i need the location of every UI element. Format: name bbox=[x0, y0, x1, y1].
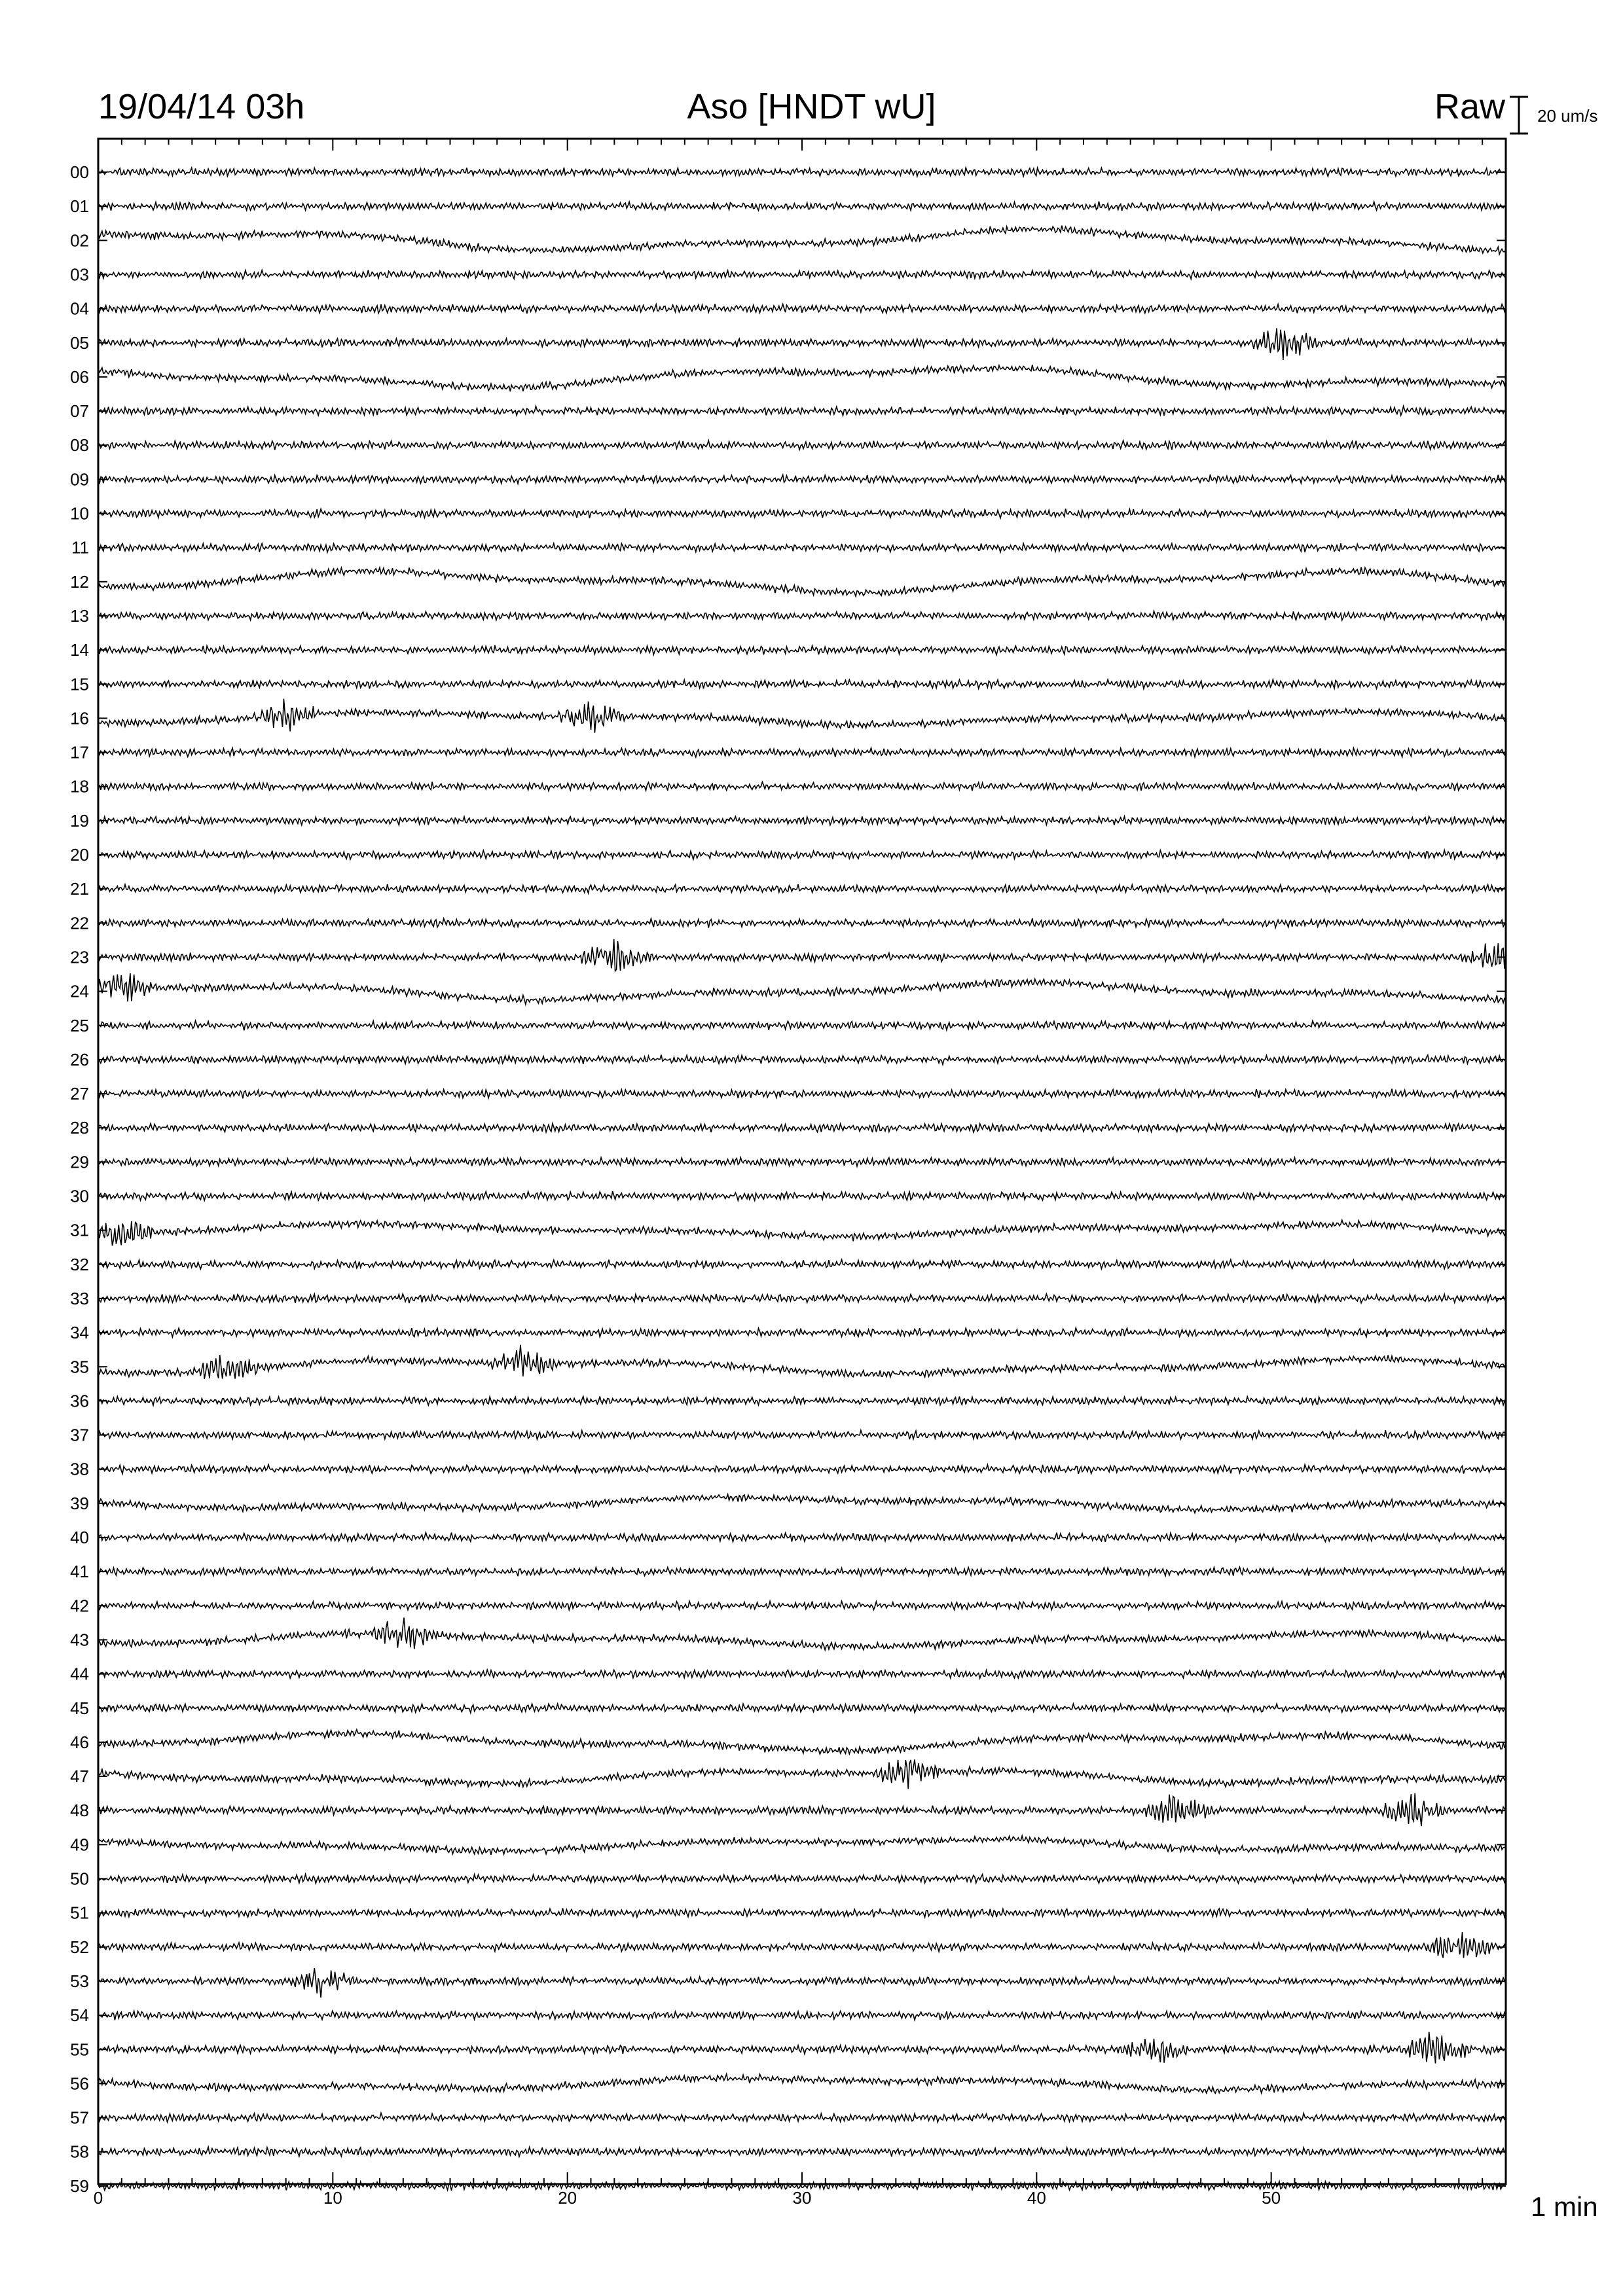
row-label-39: 39 bbox=[70, 1493, 89, 1513]
x-tick-label-0: 0 bbox=[93, 2188, 103, 2208]
row-label-22: 22 bbox=[70, 913, 89, 933]
row-label-30: 30 bbox=[70, 1186, 89, 1206]
trace-row-55 bbox=[98, 2032, 1506, 2064]
trace-row-40 bbox=[98, 1533, 1506, 1543]
row-label-51: 51 bbox=[70, 1903, 89, 1923]
row-label-37: 37 bbox=[70, 1425, 89, 1445]
x-tick-label-20: 20 bbox=[558, 2188, 577, 2208]
row-label-46: 46 bbox=[70, 1732, 89, 1752]
trace-row-26 bbox=[98, 1055, 1506, 1065]
x-axis-unit-label: 1 min bbox=[1531, 2191, 1598, 2222]
row-label-14: 14 bbox=[70, 640, 89, 660]
trace-row-19 bbox=[98, 816, 1506, 825]
x-tick-label-10: 10 bbox=[323, 2188, 342, 2208]
trace-row-41 bbox=[98, 1567, 1506, 1576]
row-label-02: 02 bbox=[70, 230, 89, 251]
row-label-58: 58 bbox=[70, 2142, 89, 2162]
trace-row-49 bbox=[98, 1836, 1506, 1855]
trace-row-52 bbox=[98, 1932, 1506, 1958]
trace-row-23 bbox=[98, 939, 1506, 971]
row-label-13: 13 bbox=[70, 605, 89, 626]
row-label-25: 25 bbox=[70, 1015, 89, 1035]
row-label-26: 26 bbox=[70, 1049, 89, 1069]
trace-row-09 bbox=[98, 475, 1506, 484]
trace-row-47 bbox=[98, 1759, 1506, 1789]
row-label-36: 36 bbox=[70, 1391, 89, 1411]
trace-row-21 bbox=[98, 884, 1506, 893]
row-label-21: 21 bbox=[70, 879, 89, 899]
row-label-57: 57 bbox=[70, 2108, 89, 2128]
trace-row-42 bbox=[98, 1601, 1506, 1610]
row-label-03: 03 bbox=[70, 264, 89, 285]
row-label-17: 17 bbox=[70, 742, 89, 762]
row-label-07: 07 bbox=[70, 401, 89, 422]
x-tick-label-50: 50 bbox=[1262, 2188, 1281, 2208]
row-label-28: 28 bbox=[70, 1118, 89, 1138]
trace-row-20 bbox=[98, 850, 1506, 859]
row-label-32: 32 bbox=[70, 1254, 89, 1274]
row-label-19: 19 bbox=[70, 810, 89, 831]
row-label-50: 50 bbox=[70, 1869, 89, 1889]
row-label-10: 10 bbox=[70, 503, 89, 524]
row-label-55: 55 bbox=[70, 2039, 89, 2060]
row-label-34: 34 bbox=[70, 1323, 89, 1343]
trace-row-28 bbox=[98, 1124, 1506, 1133]
row-label-40: 40 bbox=[70, 1528, 89, 1547]
mode-label: Raw bbox=[1434, 87, 1505, 126]
row-label-00: 00 bbox=[70, 162, 89, 182]
trace-row-29 bbox=[98, 1157, 1506, 1166]
row-label-35: 35 bbox=[70, 1357, 89, 1377]
row-label-15: 15 bbox=[70, 674, 89, 694]
trace-row-16 bbox=[98, 699, 1506, 733]
row-label-48: 48 bbox=[70, 1801, 89, 1821]
row-label-01: 01 bbox=[70, 196, 89, 217]
trace-row-43 bbox=[98, 1618, 1506, 1651]
row-label-11: 11 bbox=[71, 537, 89, 558]
trace-row-17 bbox=[98, 748, 1506, 757]
row-label-42: 42 bbox=[70, 1596, 89, 1616]
trace-row-04 bbox=[98, 304, 1506, 314]
row-label-31: 31 bbox=[70, 1220, 89, 1240]
row-label-18: 18 bbox=[70, 776, 89, 797]
row-label-54: 54 bbox=[70, 2005, 89, 2026]
trace-row-38 bbox=[98, 1465, 1506, 1474]
trace-row-14 bbox=[98, 645, 1506, 655]
trace-row-05 bbox=[98, 328, 1506, 360]
trace-row-01 bbox=[98, 202, 1506, 211]
trace-row-22 bbox=[98, 918, 1506, 927]
amplitude-scale-label: 20 um/s bbox=[1537, 106, 1598, 126]
row-label-23: 23 bbox=[70, 947, 89, 967]
row-label-44: 44 bbox=[70, 1664, 89, 1684]
trace-row-03 bbox=[98, 270, 1506, 279]
trace-row-56 bbox=[98, 2074, 1506, 2093]
row-label-33: 33 bbox=[70, 1288, 89, 1308]
row-label-29: 29 bbox=[70, 1152, 89, 1172]
trace-row-35 bbox=[98, 1345, 1506, 1379]
x-tick-label-30: 30 bbox=[792, 2188, 812, 2208]
trace-row-06 bbox=[98, 365, 1506, 391]
row-label-12: 12 bbox=[70, 571, 89, 592]
row-label-20: 20 bbox=[70, 845, 89, 865]
trace-row-10 bbox=[98, 509, 1506, 518]
row-label-08: 08 bbox=[70, 435, 89, 456]
trace-row-13 bbox=[98, 611, 1506, 620]
trace-row-46 bbox=[98, 1730, 1506, 1755]
trace-row-11 bbox=[98, 543, 1506, 552]
trace-row-02 bbox=[98, 226, 1506, 255]
trace-row-36 bbox=[98, 1397, 1506, 1406]
date-hour-label: 19/04/14 03h bbox=[98, 87, 305, 126]
trace-row-25 bbox=[98, 1021, 1506, 1031]
trace-row-31 bbox=[98, 1220, 1506, 1246]
row-label-16: 16 bbox=[70, 708, 89, 728]
row-label-38: 38 bbox=[70, 1459, 89, 1479]
trace-row-54 bbox=[98, 2011, 1506, 2020]
row-label-04: 04 bbox=[70, 298, 89, 319]
trace-row-30 bbox=[98, 1191, 1506, 1200]
row-label-45: 45 bbox=[70, 1698, 89, 1718]
row-label-52: 52 bbox=[70, 1937, 89, 1957]
trace-row-15 bbox=[98, 679, 1506, 689]
traces-group bbox=[98, 168, 1506, 2191]
row-label-47: 47 bbox=[70, 1767, 89, 1787]
row-label-24: 24 bbox=[70, 981, 89, 1001]
row-labels bbox=[70, 162, 89, 2196]
row-label-27: 27 bbox=[70, 1084, 89, 1104]
trace-row-32 bbox=[98, 1260, 1506, 1269]
station-title: Aso [HNDT wU] bbox=[687, 87, 936, 126]
trace-row-24 bbox=[98, 973, 1506, 1004]
x-tick-label-40: 40 bbox=[1027, 2188, 1046, 2208]
trace-row-34 bbox=[98, 1328, 1506, 1337]
row-label-09: 09 bbox=[70, 469, 89, 490]
trace-row-08 bbox=[98, 440, 1506, 450]
trace-row-33 bbox=[98, 1294, 1506, 1303]
row-label-49: 49 bbox=[70, 1835, 89, 1855]
trace-row-37 bbox=[98, 1430, 1506, 1439]
row-label-43: 43 bbox=[70, 1630, 89, 1650]
trace-row-44 bbox=[98, 1670, 1506, 1679]
trace-row-57 bbox=[98, 2113, 1506, 2122]
trace-row-45 bbox=[98, 1704, 1506, 1713]
row-label-53: 53 bbox=[70, 1971, 89, 1991]
trace-row-53 bbox=[98, 1968, 1506, 1998]
row-label-06: 06 bbox=[70, 367, 89, 387]
trace-row-51 bbox=[98, 1908, 1506, 1917]
trace-row-27 bbox=[98, 1089, 1506, 1099]
row-label-41: 41 bbox=[70, 1562, 89, 1582]
row-label-05: 05 bbox=[70, 332, 89, 353]
trace-row-58 bbox=[98, 2147, 1506, 2157]
row-label-56: 56 bbox=[70, 2073, 89, 2094]
trace-row-18 bbox=[98, 782, 1506, 791]
trace-row-12 bbox=[98, 567, 1506, 597]
trace-row-00 bbox=[98, 168, 1506, 176]
frame-ticks bbox=[98, 172, 1506, 2186]
trace-row-39 bbox=[98, 1494, 1506, 1513]
row-label-59: 59 bbox=[70, 2176, 89, 2196]
trace-row-50 bbox=[98, 1874, 1506, 1884]
trace-row-48 bbox=[98, 1793, 1506, 1826]
trace-row-07 bbox=[98, 406, 1506, 416]
